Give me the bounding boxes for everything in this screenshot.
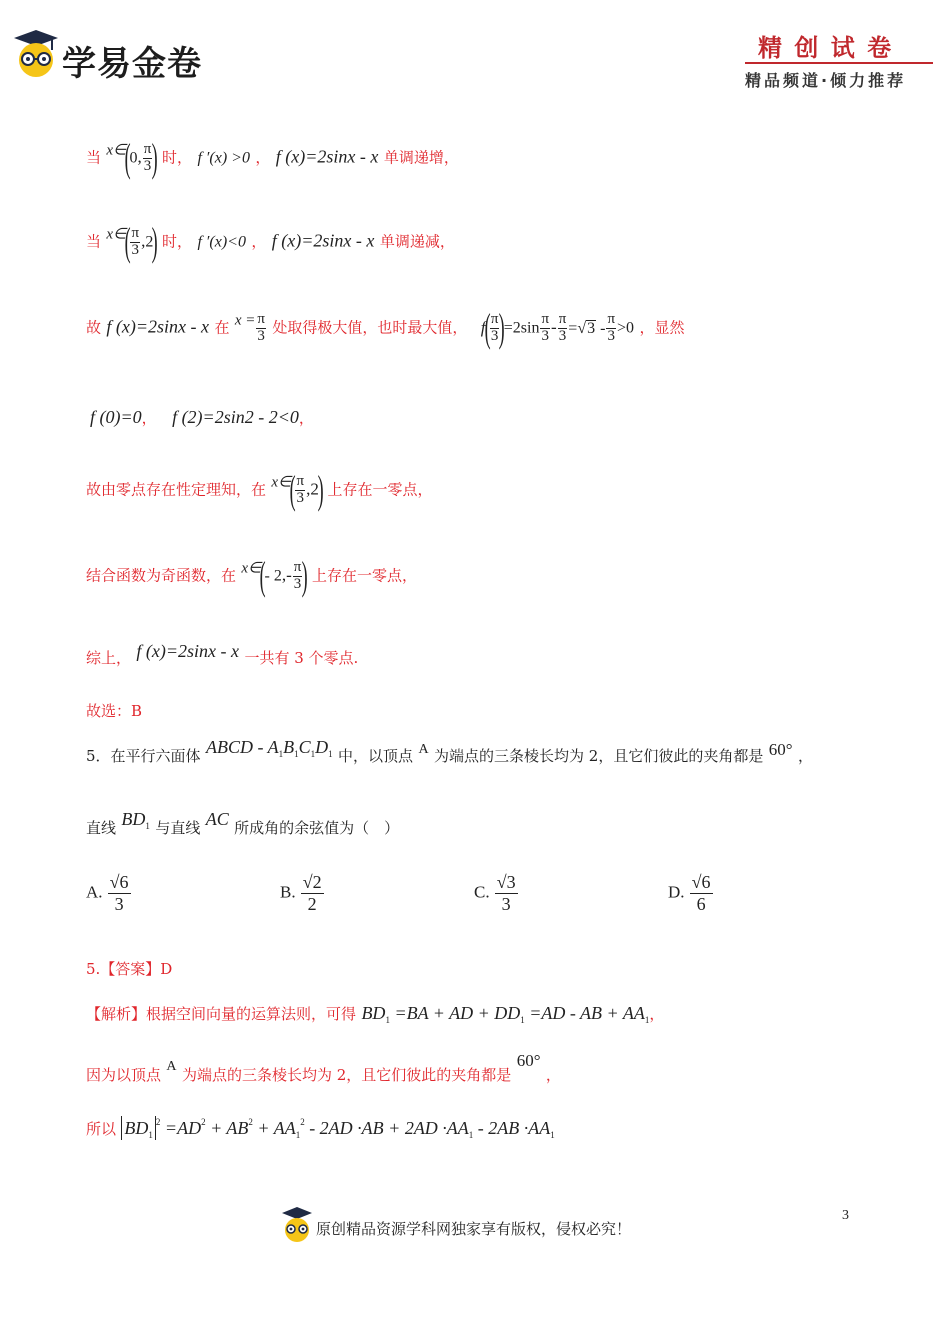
- analysis-line2: 因为以顶点 $^A$ 为端点的三条棱长均为 2，且它们彼此的夹角都是 60° ，: [86, 1051, 561, 1084]
- derivative-negative: f ′(x)<0: [197, 233, 246, 251]
- brand-name: 学易金卷: [62, 44, 202, 84]
- analysis-line3: 所以 $BD_1^2 =AD^2 + AB^2 + AA_1^2 - 2AD \cdot AB + 2AD \cdot AA_1 - 2AB \cdot AA_1$: [86, 1117, 555, 1140]
- f-two-expr: f (2)=2sin2 - 2<0: [172, 407, 299, 427]
- solution-line-endpoints: f (0)=0， f (2)=2sin2 - 2<0，: [90, 407, 314, 427]
- solution-line-zero-theorem: 故由零点存在性定理知，在 x∈( $\frac{\pi}{3}$ ,2) 上存在一零点，: [86, 467, 433, 512]
- solution-choice: 故选：B: [86, 702, 143, 720]
- footer-mascot-icon: [280, 1206, 314, 1244]
- option-b[interactable]: B. $\frac{√2}{2}$: [280, 872, 322, 914]
- copyright-notice: 原创精品资源学科网独家享有版权，侵权必究！: [316, 1220, 632, 1238]
- option-a[interactable]: A. $\frac{√6}{3}$: [86, 872, 129, 914]
- question-5-line1: 5．在平行六面体 ABCD - $A_1B_1C_1D_1$ 中，以顶点 $^A$ 为端点的三条棱长均为 2，且它们彼此的夹角都是 60° ，: [86, 737, 813, 765]
- text-when: 当: [86, 148, 102, 167]
- analysis-line1: 【解析】根据空间向量的运算法则，可得 $BD_1 =BA$ + AD + $DD_1 =AD$ - AB + $AA_1$，: [86, 1003, 665, 1025]
- function-expr: f (x)=2sinx - x: [275, 146, 379, 167]
- solution-line-odd-function: 结合函数为奇函数，在 x∈(- 2,- $\frac{\pi}{3}$ ) 上存在一零点，: [86, 553, 418, 598]
- f-zero-expr: f (0)=0: [90, 407, 142, 427]
- solution-line-summary: 综上， f (x)=2sinx - x 一共有 3 个零点.: [86, 641, 359, 667]
- answer-5: 5.【答案】D: [86, 960, 173, 978]
- option-d[interactable]: D. $\frac{√6}{6}$: [668, 872, 711, 914]
- question-5-line2: 直线 $BD_1$ 与直线 AC 所成角的余弦值为（ ）: [86, 809, 400, 837]
- stamp-divider: [745, 62, 933, 64]
- page-number: 3: [842, 1208, 849, 1223]
- solution-line-decreasing: 当 x∈( $\frac{\pi}{3}$ ,2) 时， f ′(x)<0 ， f (x)=2sinx - x 单调递减，: [86, 219, 455, 264]
- stamp-subtitle: 精品频道·倾力推荐: [745, 71, 907, 90]
- angle-60: 60°: [768, 740, 793, 759]
- solution-line-maximum: 故 f (x)=2sinx - x 在 x = $\frac{\pi}{3}$ 处取得极大值，也时最大值， f( $\frac{\pi}{3}$ )=2sin $\frac{\pi}{3}$ - $\frac{\pi}{3}$ =√3 - $\frac{\pi}{3}$ >0 ，显然: [86, 305, 685, 350]
- logo-mascot-icon: [12, 28, 60, 80]
- option-c[interactable]: C. $\frac{√3}{3}$: [474, 872, 516, 914]
- stamp-title: 精 创 试 卷: [758, 34, 894, 62]
- solution-line-increasing: 当 x∈(0, $\frac{\pi}{3}$ ) 时， f ′(x) >0 ， f (x)=2sinx - x 单调递增，: [86, 135, 459, 180]
- derivative-positive: f ′(x) >0: [197, 149, 250, 167]
